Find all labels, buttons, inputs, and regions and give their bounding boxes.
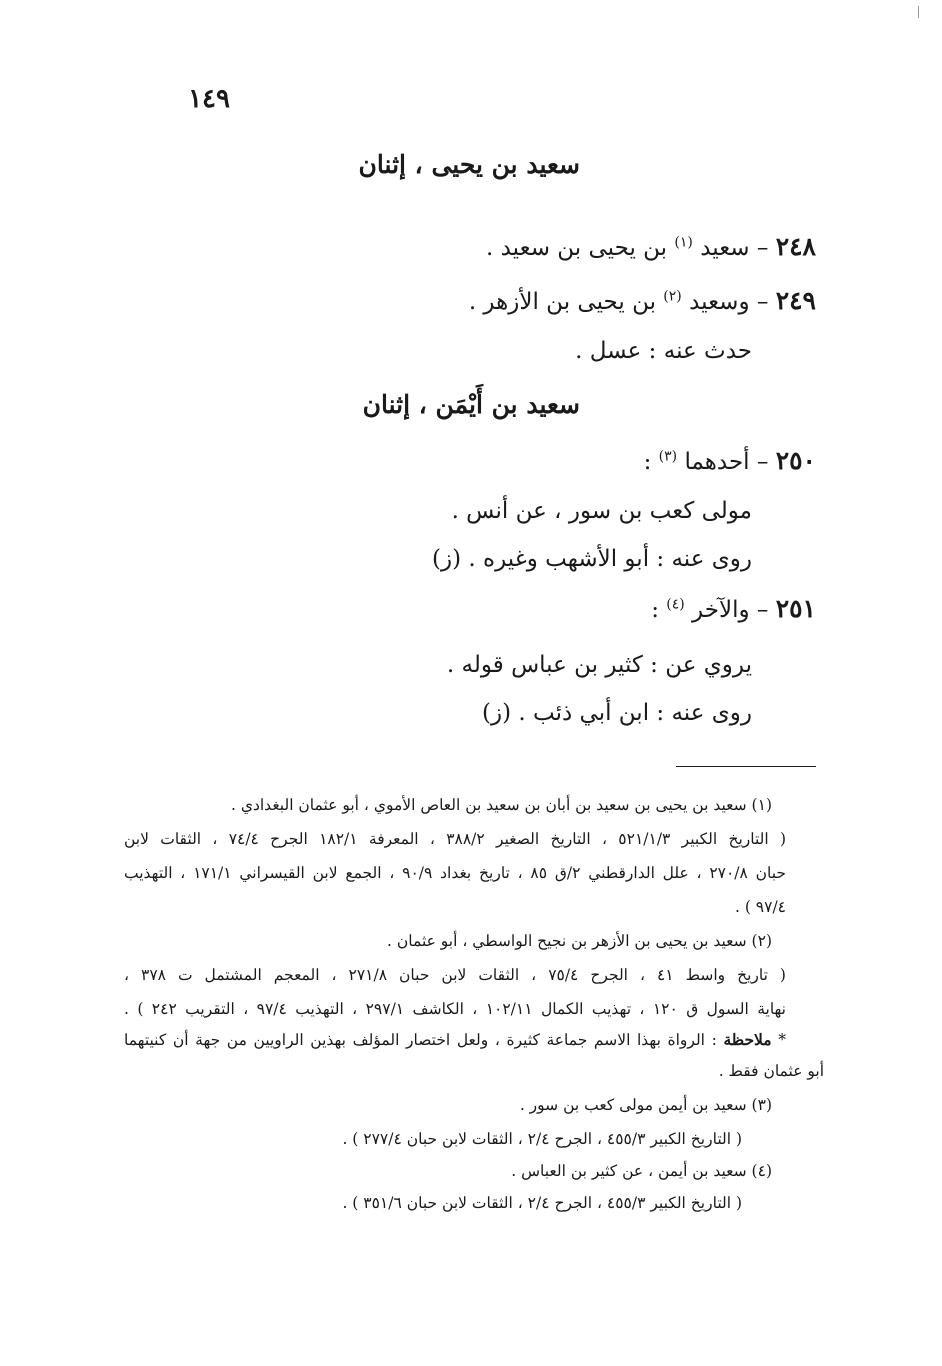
entry-251: ٢٥١ – والآخر $^{(٤)}$ :	[651, 594, 816, 623]
remark-line-1: * ملاحظة : الرواة بهذا الاسم جماعة كثيرة ، ولعل اختصار المؤلف بهذين الراويين من جهة أن كنيتهما	[124, 1030, 786, 1049]
footnote-ref: (٤)	[666, 596, 685, 613]
entry-name: والآخر	[692, 597, 750, 623]
footnote-4-line-2: ( التاريخ الكبير ٤٥٥/٣ ، الجرح ٢/٤ ، الثقات لابن حبان ٣٥١/٦ ) .	[342, 1194, 742, 1212]
entry-250-line-1: مولى كعب بن سور ، عن أنس .	[451, 498, 752, 524]
remark-line-2: أبو عثمان فقط .	[718, 1062, 824, 1080]
entry-248: ٢٤٨ – سعيد $^{(١)}$ بن يحيى بن سعيد .	[485, 232, 816, 261]
entry-number: ٢٤٩	[775, 286, 816, 315]
remark-star: *	[778, 1031, 786, 1049]
footnote-4-line-1: (٤) سعيد بن أيمن ، عن كثير بن العباس .	[511, 1162, 772, 1180]
entry-250: ٢٥٠ – أحدهما $^{(٣)}$ :	[643, 446, 816, 475]
footnote-3-line-2: ( التاريخ الكبير ٤٥٥/٣ ، الجرح ٢/٤ ، الثقات لابن حبان ٢٧٧/٤ ) .	[342, 1130, 742, 1148]
footnote-1-line-1: (١) سعيد بن يحيى بن سعيد بن أبان بن سعيد بن العاص الأموي ، أبو عثمان البغدادي .	[230, 796, 772, 814]
section-heading-ayman: سعيد بن أَيْمَن ، إثنان	[362, 390, 580, 419]
footnote-1-line-2: ( التاريخ الكبير ٥٢١/١/٣ ، التاريخ الصغير ٣٨٨/٢ ، المعرفة ١٨٢/١ الجرح ٧٤/٤ ، الثقات لابن	[124, 830, 787, 848]
remark-label: ملاحظة	[723, 1030, 772, 1049]
footnote-2-line-1: (٢) سعيد بن يحيى بن الأزهر بن نجيح الواسطي ، أبو عثمان .	[387, 932, 772, 950]
footnote-1-line-3: حبان ٢٧٠/٨ ، علل الدارقطني ٢/ق ٨٥ ، تاريخ بغداد ٩٠/٩ ، الجمع لابن القيسراني ١٧١/١ ، التهذيب	[124, 864, 786, 882]
entry-number: ٢٤٨	[775, 232, 816, 261]
footnote-separator	[676, 766, 816, 767]
entry-name: أحدهما	[684, 449, 750, 475]
footnote-ref: (١)	[674, 234, 693, 251]
footnote-ref: (٣)	[658, 448, 678, 465]
entry-number: ٢٥٠	[775, 446, 816, 475]
footnote-ref: (٢)	[663, 288, 682, 305]
footnote-3-line-1: (٣) سعيد بن أيمن مولى كعب بن سور .	[519, 1096, 772, 1114]
narration-line: حدث عنه : عسل .	[575, 338, 752, 364]
entry-number: ٢٥١	[775, 594, 816, 623]
page-number: ١٤٩	[188, 84, 230, 114]
entry-name: سعيد	[700, 235, 750, 261]
footnote-1-line-4: ٩٧/٤ ) .	[734, 898, 786, 916]
section-heading-yahya: سعيد بن يحيى ، إثنان	[358, 150, 580, 179]
entry-name: وسعيد	[689, 289, 750, 315]
footnote-2-line-3: نهاية السول ق ١٢٠ ، تهذيب الكمال ١٠٢/١١ ، الكاشف ٢٩٧/١ ، التهذيب ٩٧/٤ ، التقريب ٢٤٢ ) .	[124, 1000, 787, 1018]
scan-mark	[918, 6, 919, 18]
entry-251-line-1: يروي عن : كثير بن عباس قوله .	[446, 652, 752, 678]
entry-250-line-2: روى عنه : أبو الأشهب وغيره . (ز)	[432, 546, 752, 572]
entry-249: ٢٤٩ – وسعيد $^{(٢)}$ بن يحيى بن الأزهر .	[468, 286, 816, 315]
entry-251-line-2: روى عنه : ابن أبي ذئب . (ز)	[482, 700, 752, 726]
footnote-2-line-2: ( تاريخ واسط ٤١ ، الجرح ٧٥/٤ ، الثقات لابن حبان ٢٧١/٨ ، المعجم المشتمل ت ٣٧٨ ،	[124, 966, 786, 984]
